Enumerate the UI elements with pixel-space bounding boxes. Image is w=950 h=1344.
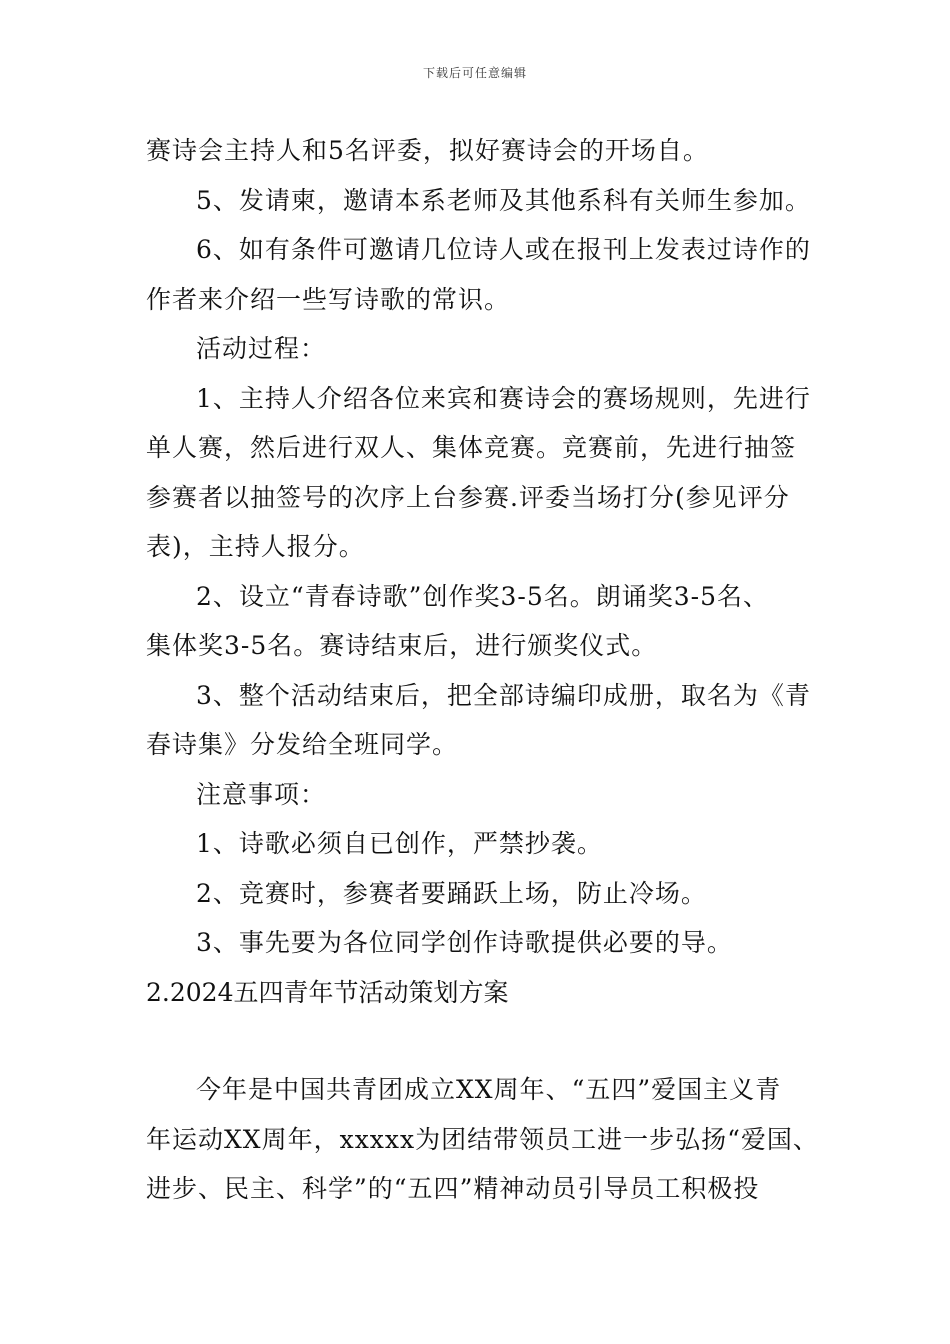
subheading-notes: 注意事项： xyxy=(196,779,327,809)
section-title: 2.2024五四青年节活动策划方案 xyxy=(146,977,509,1007)
subheading-activity-process: 活动过程： xyxy=(196,334,327,363)
blank-spacer xyxy=(146,1017,816,1065)
paragraph-line: 进步、民主、科学”的“五四”精神动员引导员工积极投 xyxy=(146,1174,760,1203)
document-body xyxy=(146,126,819,1214)
page-header: 下载后可任意编辑 xyxy=(422,66,527,80)
paragraph-line: 单人赛，然后进行双人、集体竞赛。竞赛前，先进行抽签 xyxy=(146,433,797,462)
paragraph-line: 春诗集》分发给全班同学。 xyxy=(146,730,459,759)
paragraph-line: 作者来介绍一些写诗歌的常识。 xyxy=(146,284,511,314)
paragraph-line: 年运动XX周年，xxxxx为团结带领员工进一步弘扬“爱国、 xyxy=(146,1124,819,1154)
paragraph-line: 3、整个活动结束后，把全部诗编印成册，取名为《青 xyxy=(196,680,811,710)
paragraph-line: 5、发请柬，邀请本系老师及其他系科有关师生参加。 xyxy=(196,185,811,215)
paragraph-line: 表)，主持人报分。 xyxy=(146,532,365,561)
paragraph-line: 集体奖3-5名。赛诗结束后，进行颁奖仪式。 xyxy=(146,631,658,660)
paragraph-line: 2、设立“青春诗歌”创作奖3-5名。朗诵奖3-5名、 xyxy=(196,581,769,611)
paragraph-line: 1、主持人介绍各位来宾和赛诗会的赛场规则，先进行 xyxy=(196,383,811,413)
paragraph-line: 3、事先要为各位同学创作诗歌提供必要的导。 xyxy=(196,928,733,957)
paragraph-line: 6、如有条件可邀请几位诗人或在报刊上发表过诗作的 xyxy=(196,235,811,264)
paragraph-line: 1、诗歌必须自已创作，严禁抄袭。 xyxy=(196,829,603,858)
paragraph-line: 赛诗会主持人和5名评委，拟好赛诗会的开场自。 xyxy=(146,136,709,165)
paragraph-line: 参赛者以抽签号的次序上台参赛.评委当场打分(参见评分 xyxy=(146,482,790,512)
paragraph-line: 今年是中国共青团成立XX周年、“五四”爱国主义青 xyxy=(196,1075,782,1104)
paragraph-line: 2、竞赛时，参赛者要踊跃上场，防止冷场。 xyxy=(196,878,707,908)
